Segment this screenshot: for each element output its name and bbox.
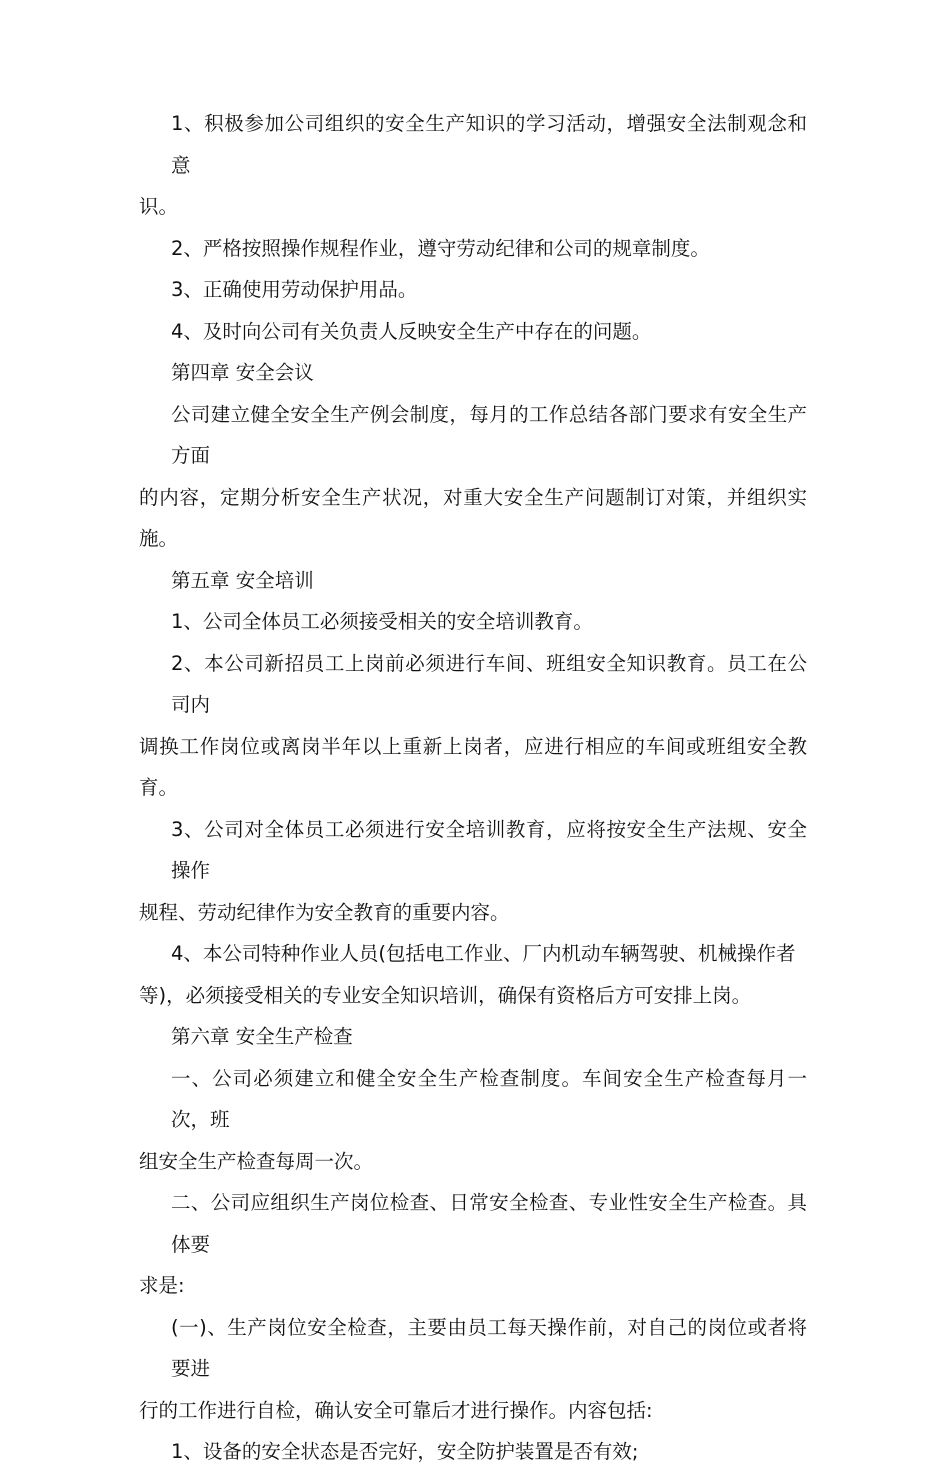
paragraph <box>139 643 807 809</box>
paragraph <box>139 311 807 353</box>
paragraph-line: 的内容，定期分析安全生产状况，对重大安全生产问题制订对策，并组织实施。 <box>139 485 807 550</box>
paragraph <box>139 933 807 1016</box>
chapter-heading <box>139 1016 807 1058</box>
paragraph-line: 1、积极参加公司组织的安全生产知识的学习活动，增强安全法制观念和意 <box>171 112 807 177</box>
paragraph <box>139 103 807 228</box>
paragraph-line: 识。 <box>139 195 179 218</box>
chapter-heading-text: 第四章 安全会议 <box>171 361 314 384</box>
paragraph-line: 调换工作岗位或离岗半年以上重新上岗者，应进行相应的车间或班组安全教育。 <box>139 734 807 799</box>
document-body <box>139 103 807 1473</box>
paragraph <box>139 1431 807 1473</box>
paragraph <box>139 1182 807 1307</box>
paragraph <box>139 394 807 560</box>
paragraph-line: 规程、劳动纪律作为安全教育的重要内容。 <box>139 900 510 924</box>
chapter-heading <box>139 352 807 394</box>
paragraph-line: 4、及时向公司有关负责人反映安全生产中存在的问题。 <box>171 319 652 343</box>
paragraph-line: 1、设备的安全状态是否完好，安全防护装置是否有效; <box>171 1440 639 1463</box>
chapter-heading <box>139 560 807 602</box>
paragraph <box>139 269 807 311</box>
paragraph-line: 3、正确使用劳动保护用品。 <box>171 278 418 301</box>
paragraph-line: (一)、生产岗位安全检查，主要由员工每天操作前，对自己的岗位或者将要进 <box>171 1315 807 1380</box>
paragraph-line: 3、公司对全体员工必须进行安全培训教育，应将按安全生产法规、安全操作 <box>171 817 807 882</box>
paragraph-line: 组安全生产检查每周一次。 <box>139 1149 374 1173</box>
paragraph-line: 求是: <box>139 1274 185 1297</box>
chapter-heading-text: 第六章 安全生产检查 <box>171 1025 353 1048</box>
paragraph <box>139 1307 807 1432</box>
paragraph-line: 2、严格按照操作规程作业，遵守劳动纪律和公司的规章制度。 <box>171 236 710 260</box>
paragraph-line: 4、本公司特种作业人员(包括电工作业、厂内机动车辆驾驶、机械操作者 <box>171 942 796 965</box>
paragraph <box>139 1058 807 1183</box>
paragraph-line: 一、公司必须建立和健全安全生产检查制度。车间安全生产检查每月一次，班 <box>171 1066 807 1131</box>
chapter-heading-text: 第五章 安全培训 <box>171 568 314 592</box>
paragraph-line: 等)，必须接受相关的专业安全知识培训，确保有资格后方可安排上岗。 <box>139 983 752 1007</box>
paragraph-line: 二、公司应组织生产岗位检查、日常安全检查、专业性安全生产检查。具体要 <box>171 1191 807 1256</box>
paragraph <box>139 601 807 643</box>
paragraph <box>139 228 807 270</box>
paragraph-line: 1、公司全体员工必须接受相关的安全培训教育。 <box>171 610 593 633</box>
paragraph-line: 公司建立健全安全生产例会制度，每月的工作总结各部门要求有安全生产方面 <box>171 402 807 467</box>
paragraph-line: 2、本公司新招员工上岗前必须进行车间、班组安全知识教育。员工在公司内 <box>171 651 807 716</box>
paragraph-line: 行的工作进行自检，确认安全可靠后才进行操作。内容包括: <box>139 1398 653 1422</box>
paragraph <box>139 809 807 934</box>
